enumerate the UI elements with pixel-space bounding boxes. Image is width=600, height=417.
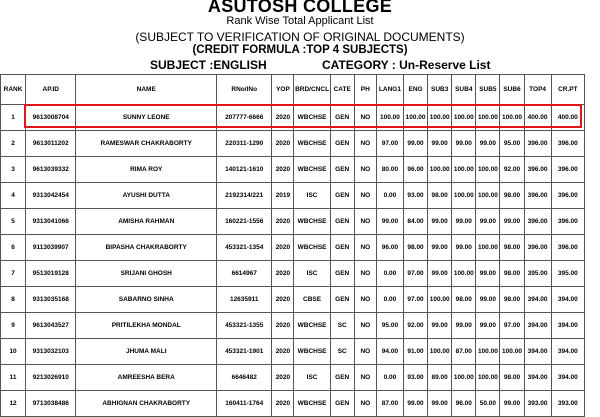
cell-sub4: 100.00 bbox=[452, 157, 476, 183]
cell-cr-pt: 393.00 bbox=[551, 391, 584, 417]
cell-yop: 2020 bbox=[272, 261, 294, 287]
cell-ap-id: 9713038486 bbox=[26, 391, 76, 417]
cell-lang1: 80.00 bbox=[376, 157, 403, 183]
cell-ap-id: 9613039332 bbox=[26, 157, 76, 183]
cell-eng: 100.00 bbox=[404, 105, 428, 131]
cell-yop: 2020 bbox=[272, 105, 294, 131]
cell-name: SRIJANI GHOSH bbox=[76, 261, 217, 287]
cell-yop: 2020 bbox=[272, 287, 294, 313]
cell-sub6: 98.00 bbox=[500, 261, 524, 287]
cell-yop: 2019 bbox=[272, 183, 294, 209]
cell-yop: 2020 bbox=[272, 131, 294, 157]
cell-lang1: 0.00 bbox=[376, 287, 403, 313]
cell-sub6: 100.00 bbox=[500, 339, 524, 365]
cell-ph: NO bbox=[354, 157, 376, 183]
cell-rno-lno: 453321-1355 bbox=[217, 313, 272, 339]
cell-sub6: 99.00 bbox=[500, 209, 524, 235]
cell-sub5: 99.00 bbox=[476, 261, 500, 287]
table-row bbox=[1, 391, 585, 417]
cell-sub5: 100.00 bbox=[476, 183, 500, 209]
cell-eng: 97.00 bbox=[404, 287, 428, 313]
cell-ph: NO bbox=[354, 313, 376, 339]
cell-eng: 93.00 bbox=[404, 365, 428, 391]
cell-rank: 6 bbox=[1, 235, 26, 261]
cell-sub4: 98.00 bbox=[452, 287, 476, 313]
cell-ap-id: 9613043527 bbox=[26, 313, 76, 339]
cell-sub3: 99.00 bbox=[428, 209, 452, 235]
cell-name: AYUSHI DUTTA bbox=[76, 183, 217, 209]
cell-yop: 2020 bbox=[272, 313, 294, 339]
cell-sub6: 98.00 bbox=[500, 365, 524, 391]
cell-name: BIPASHA CHAKRABORTY bbox=[76, 235, 217, 261]
cell-rank: 1 bbox=[1, 105, 26, 131]
cell-rno-lno: 6614967 bbox=[217, 261, 272, 287]
cell-name: AMREESHA BERA bbox=[76, 365, 217, 391]
cell-cate: GEN bbox=[330, 365, 354, 391]
cell-sub4: 99.00 bbox=[452, 235, 476, 261]
cell-brd-cncl: WBCHSE bbox=[294, 157, 330, 183]
cell-ap-id: 9313041066 bbox=[26, 209, 76, 235]
cell-cate: GEN bbox=[330, 287, 354, 313]
cell-ph: NO bbox=[354, 183, 376, 209]
cell-ap-id: 9313042454 bbox=[26, 183, 76, 209]
cell-top4: 396.00 bbox=[524, 131, 551, 157]
cell-ap-id: 9113039907 bbox=[26, 235, 76, 261]
cell-rank: 8 bbox=[1, 287, 26, 313]
cell-brd-cncl: WBCHSE bbox=[294, 131, 330, 157]
cell-lang1: 0.00 bbox=[376, 365, 403, 391]
col-header-sub4: SUB4 bbox=[452, 75, 476, 105]
cell-lang1: 0.00 bbox=[376, 261, 403, 287]
cell-cr-pt: 395.00 bbox=[551, 261, 584, 287]
cell-rno-lno: 453321-1354 bbox=[217, 235, 272, 261]
table-row bbox=[1, 339, 585, 365]
cell-yop: 2020 bbox=[272, 365, 294, 391]
cell-yop: 2020 bbox=[272, 339, 294, 365]
cell-sub5: 99.00 bbox=[476, 209, 500, 235]
cell-sub3: 99.00 bbox=[428, 261, 452, 287]
cell-lang1: 87.00 bbox=[376, 391, 403, 417]
cell-sub3: 100.00 bbox=[428, 105, 452, 131]
cell-sub4: 100.00 bbox=[452, 105, 476, 131]
cell-sub4: 99.00 bbox=[452, 209, 476, 235]
cell-lang1: 0.00 bbox=[376, 183, 403, 209]
cell-top4: 396.00 bbox=[524, 209, 551, 235]
col-header-top4: TOP4 bbox=[524, 75, 551, 105]
college-title: ASUTOSH COLLEGE bbox=[207, 0, 393, 16]
cell-cate: GEN bbox=[330, 391, 354, 417]
cell-ph: NO bbox=[354, 287, 376, 313]
table-row bbox=[1, 313, 585, 339]
subject-label: SUBJECT :ENGLISH bbox=[150, 58, 267, 72]
header-row bbox=[1, 75, 585, 105]
cell-rank: 12 bbox=[1, 391, 26, 417]
cell-cate: GEN bbox=[330, 261, 354, 287]
cell-sub4: 100.00 bbox=[452, 261, 476, 287]
category-label: CATEGORY : Un-Reserve List bbox=[322, 58, 491, 72]
cell-brd-cncl: ISC bbox=[294, 261, 330, 287]
cell-top4: 394.00 bbox=[524, 313, 551, 339]
cell-ph: NO bbox=[354, 339, 376, 365]
cell-cate: GEN bbox=[330, 235, 354, 261]
cell-cate: GEN bbox=[330, 157, 354, 183]
cell-sub5: 100.00 bbox=[476, 365, 500, 391]
cell-ph: NO bbox=[354, 105, 376, 131]
cell-cr-pt: 396.00 bbox=[551, 157, 584, 183]
cell-lang1: 95.00 bbox=[376, 313, 403, 339]
col-header-name: NAME bbox=[76, 75, 217, 105]
cell-sub6: 98.00 bbox=[500, 235, 524, 261]
col-header-rno-lno: RNo/lNo bbox=[217, 75, 272, 105]
table-row bbox=[1, 105, 585, 131]
cell-ph: NO bbox=[354, 391, 376, 417]
cell-cr-pt: 394.00 bbox=[551, 365, 584, 391]
cell-lang1: 100.00 bbox=[376, 105, 403, 131]
cell-rno-lno: 207777-6666 bbox=[217, 105, 272, 131]
cell-sub6: 97.00 bbox=[500, 313, 524, 339]
cell-cr-pt: 396.00 bbox=[551, 209, 584, 235]
col-header-yop: YOP bbox=[272, 75, 294, 105]
cell-brd-cncl: WBCHSE bbox=[294, 209, 330, 235]
cell-ap-id: 9313035168 bbox=[26, 287, 76, 313]
cell-cr-pt: 396.00 bbox=[551, 183, 584, 209]
cell-name: RIMA ROY bbox=[76, 157, 217, 183]
cell-ph: NO bbox=[354, 235, 376, 261]
cell-sub3: 99.00 bbox=[428, 313, 452, 339]
cell-sub5: 100.00 bbox=[476, 105, 500, 131]
cell-sub4: 99.00 bbox=[452, 313, 476, 339]
col-header-cate: CATE bbox=[330, 75, 354, 105]
cell-cate: SC bbox=[330, 339, 354, 365]
cell-eng: 99.00 bbox=[404, 391, 428, 417]
cell-yop: 2020 bbox=[272, 391, 294, 417]
cell-sub5: 99.00 bbox=[476, 287, 500, 313]
cell-rno-lno: 140121-1610 bbox=[217, 157, 272, 183]
cell-name: JHUMA MALI bbox=[76, 339, 217, 365]
col-header-rank: RANK bbox=[1, 75, 26, 105]
cell-name: SUNNY LEONE bbox=[76, 105, 217, 131]
cell-rank: 3 bbox=[1, 157, 26, 183]
cell-ph: NO bbox=[354, 261, 376, 287]
cell-eng: 92.00 bbox=[404, 313, 428, 339]
cell-rno-lno: 220311-1290 bbox=[217, 131, 272, 157]
col-header-sub6: SUB6 bbox=[500, 75, 524, 105]
cell-ph: NO bbox=[354, 209, 376, 235]
cell-ph: NO bbox=[354, 365, 376, 391]
cell-rno-lno: 160411-1764 bbox=[217, 391, 272, 417]
cell-sub3: 89.00 bbox=[428, 365, 452, 391]
cell-sub6: 99.00 bbox=[500, 391, 524, 417]
cell-top4: 394.00 bbox=[524, 365, 551, 391]
cell-lang1: 94.00 bbox=[376, 339, 403, 365]
cell-ap-id: 9513019128 bbox=[26, 261, 76, 287]
cell-eng: 91.00 bbox=[404, 339, 428, 365]
cell-lang1: 97.00 bbox=[376, 131, 403, 157]
cell-sub5: 100.00 bbox=[476, 157, 500, 183]
col-header-lang1: LANG1 bbox=[376, 75, 403, 105]
cell-rank: 7 bbox=[1, 261, 26, 287]
cell-name: RAMESWAR CHAKRABORTY bbox=[76, 131, 217, 157]
table-row bbox=[1, 131, 585, 157]
credit-formula: (CREDIT FORMULA :TOP 4 SUBJECTS) bbox=[192, 44, 408, 56]
cell-rno-lno: 2192314/221 bbox=[217, 183, 272, 209]
col-header-eng: ENG bbox=[404, 75, 428, 105]
cell-sub4: 100.00 bbox=[452, 183, 476, 209]
cell-rno-lno: 160221-1556 bbox=[217, 209, 272, 235]
cell-sub4: 100.00 bbox=[452, 365, 476, 391]
cell-ph: NO bbox=[354, 131, 376, 157]
cell-sub6: 100.00 bbox=[500, 105, 524, 131]
cell-brd-cncl: ISC bbox=[294, 365, 330, 391]
cell-brd-cncl: ISC bbox=[294, 183, 330, 209]
cell-yop: 2020 bbox=[272, 235, 294, 261]
cell-cr-pt: 396.00 bbox=[551, 235, 584, 261]
cell-ap-id: 9213026910 bbox=[26, 365, 76, 391]
cell-lang1: 96.00 bbox=[376, 235, 403, 261]
table-row bbox=[1, 157, 585, 183]
cell-rank: 10 bbox=[1, 339, 26, 365]
cell-sub6: 95.00 bbox=[500, 131, 524, 157]
cell-brd-cncl: WBCHSE bbox=[294, 105, 330, 131]
cell-brd-cncl: WBCHSE bbox=[294, 313, 330, 339]
cell-sub3: 100.00 bbox=[428, 287, 452, 313]
cell-yop: 2020 bbox=[272, 209, 294, 235]
cell-rank: 5 bbox=[1, 209, 26, 235]
cell-sub6: 92.00 bbox=[500, 157, 524, 183]
cell-top4: 394.00 bbox=[524, 339, 551, 365]
cell-cate: GEN bbox=[330, 209, 354, 235]
cell-cr-pt: 394.00 bbox=[551, 313, 584, 339]
rank-table bbox=[0, 74, 585, 417]
col-header-sub3: SUB3 bbox=[428, 75, 452, 105]
cell-sub5: 99.00 bbox=[476, 131, 500, 157]
cell-sub6: 98.00 bbox=[500, 287, 524, 313]
cell-eng: 93.00 bbox=[404, 183, 428, 209]
cell-top4: 396.00 bbox=[524, 157, 551, 183]
cell-sub3: 98.00 bbox=[428, 183, 452, 209]
cell-sub3: 99.00 bbox=[428, 131, 452, 157]
col-header-ap-id: AP.ID bbox=[26, 75, 76, 105]
cell-sub3: 99.00 bbox=[428, 391, 452, 417]
cell-rank: 11 bbox=[1, 365, 26, 391]
cell-top4: 395.00 bbox=[524, 261, 551, 287]
cell-sub5: 50.00 bbox=[476, 391, 500, 417]
cell-cate: GEN bbox=[330, 131, 354, 157]
cell-sub3: 100.00 bbox=[428, 339, 452, 365]
cell-top4: 393.00 bbox=[524, 391, 551, 417]
cell-sub3: 100.00 bbox=[428, 157, 452, 183]
cell-ap-id: 9613008704 bbox=[26, 105, 76, 131]
cell-sub4: 87.00 bbox=[452, 339, 476, 365]
cell-rank: 4 bbox=[1, 183, 26, 209]
cell-top4: 400.00 bbox=[524, 105, 551, 131]
cell-cr-pt: 394.00 bbox=[551, 339, 584, 365]
cell-sub4: 96.00 bbox=[452, 391, 476, 417]
cell-cr-pt: 396.00 bbox=[551, 131, 584, 157]
cell-eng: 98.00 bbox=[404, 235, 428, 261]
cell-cr-pt: 394.00 bbox=[551, 287, 584, 313]
cell-rank: 9 bbox=[1, 313, 26, 339]
cell-rno-lno: 453321-1901 bbox=[217, 339, 272, 365]
cell-cate: GEN bbox=[330, 105, 354, 131]
cell-cr-pt: 400.00 bbox=[551, 105, 584, 131]
cell-rno-lno: 6646482 bbox=[217, 365, 272, 391]
cell-name: AMISHA RAHMAN bbox=[76, 209, 217, 235]
cell-sub5: 100.00 bbox=[476, 339, 500, 365]
cell-brd-cncl: CBSE bbox=[294, 287, 330, 313]
cell-ap-id: 9613011202 bbox=[26, 131, 76, 157]
cell-name: ABHIGNAN CHAKRABORTY bbox=[76, 391, 217, 417]
cell-sub3: 99.00 bbox=[428, 235, 452, 261]
cell-eng: 97.00 bbox=[404, 261, 428, 287]
col-header-brd-cncl: BRD/CNCL bbox=[294, 75, 330, 105]
cell-sub5: 100.00 bbox=[476, 235, 500, 261]
cell-name: PRITILEKHA MONDAL bbox=[76, 313, 217, 339]
cell-lang1: 99.00 bbox=[376, 209, 403, 235]
table-row bbox=[1, 235, 585, 261]
col-header-ph: PH bbox=[354, 75, 376, 105]
cell-sub6: 98.00 bbox=[500, 183, 524, 209]
cell-rno-lno: 12635911 bbox=[217, 287, 272, 313]
col-header-sub5: SUB5 bbox=[476, 75, 500, 105]
cell-yop: 2020 bbox=[272, 157, 294, 183]
table-row bbox=[1, 209, 585, 235]
cell-cate: GEN bbox=[330, 183, 354, 209]
cell-top4: 396.00 bbox=[524, 183, 551, 209]
cell-eng: 99.00 bbox=[404, 131, 428, 157]
table-row bbox=[1, 287, 585, 313]
cell-cate: SC bbox=[330, 313, 354, 339]
cell-eng: 96.00 bbox=[404, 157, 428, 183]
cell-eng: 84.00 bbox=[404, 209, 428, 235]
table-row bbox=[1, 261, 585, 287]
cell-top4: 396.00 bbox=[524, 235, 551, 261]
table-row bbox=[1, 365, 585, 391]
list-title: Rank Wise Total Applicant List bbox=[226, 15, 374, 27]
col-header-cr-pt: CR.PT bbox=[551, 75, 584, 105]
cell-top4: 394.00 bbox=[524, 287, 551, 313]
cell-rank: 2 bbox=[1, 131, 26, 157]
cell-sub4: 99.00 bbox=[452, 131, 476, 157]
cell-ap-id: 9313032103 bbox=[26, 339, 76, 365]
table-row bbox=[1, 183, 585, 209]
verification-note: (SUBJECT TO VERIFICATION OF ORIGINAL DOCUMENTS) bbox=[135, 30, 465, 44]
cell-brd-cncl: WBCHSE bbox=[294, 235, 330, 261]
cell-brd-cncl: WBCHSE bbox=[294, 391, 330, 417]
cell-name: SABARNO SINHA bbox=[76, 287, 217, 313]
cell-brd-cncl: WBCHSE bbox=[294, 339, 330, 365]
cell-sub5: 99.00 bbox=[476, 313, 500, 339]
